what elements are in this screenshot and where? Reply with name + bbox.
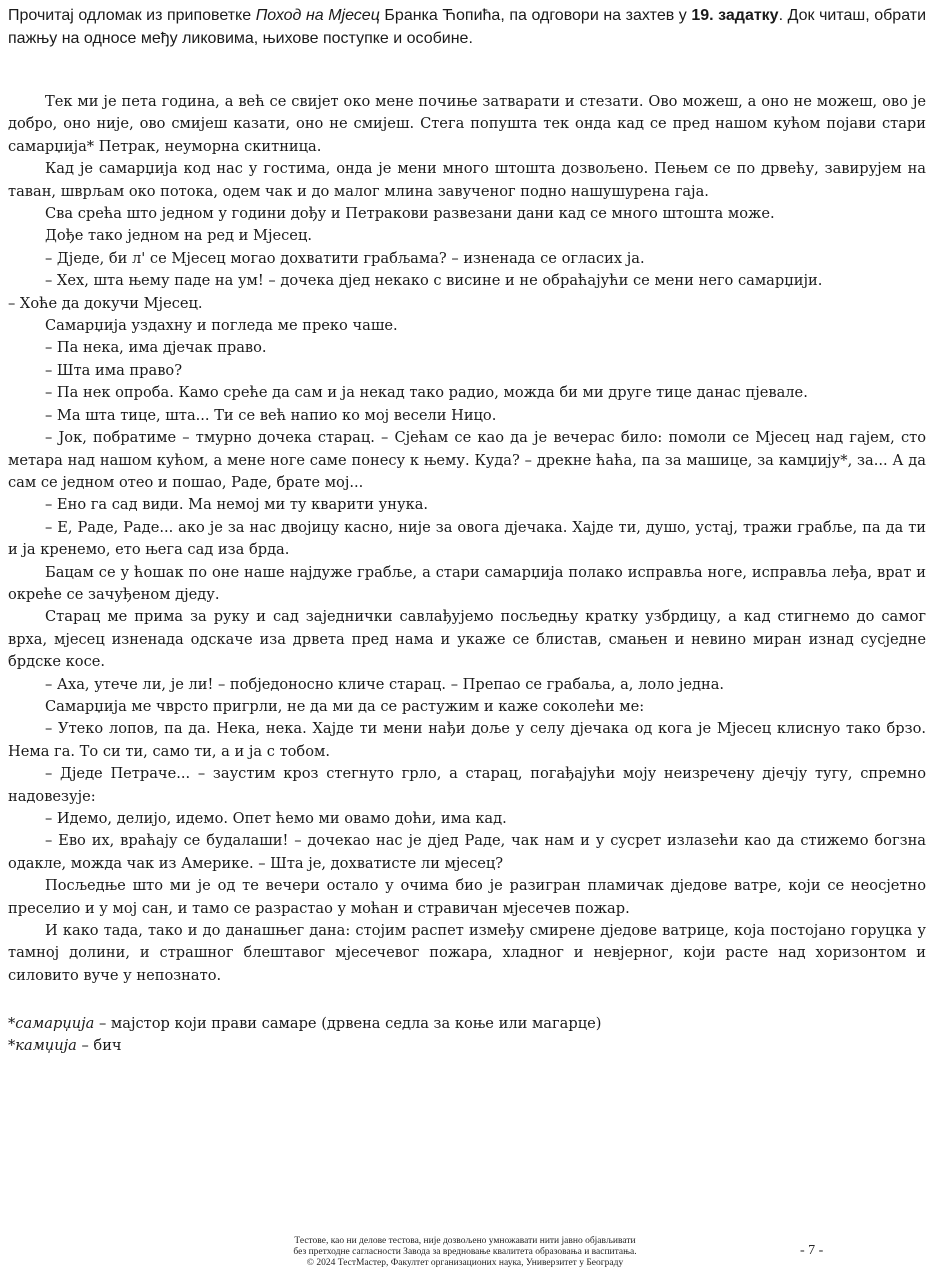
paragraph: Сва срећа што једном у години дођу и Петракови развезани дани кад се много штошта може. <box>45 205 775 223</box>
paragraph: Посљедње што ми је од те вечери остало у очима био је разигран пламичак дједове ватре, који се неосјетно преселио и у мој сан, и тамо се разрастао у моћан и стравичан мјесечев пожар. <box>8 877 926 917</box>
paragraph: – Идемо, делијо, идемо. Опет ћемо ми овамо доћи, има кад. <box>45 810 507 827</box>
footer-line: без претходне сагласности Завода за вредновање квалитета образовања и васпитања. <box>293 1247 637 1257</box>
paragraph: – Утеко лопов, па да. Нека, нека. Хајде ти мени нађи доље у селу дјечака од кога је Мјесец клиснуо тако брзо. Нема га. То си ти, само ти, а и ја с тобом. <box>8 720 926 760</box>
footnote-definition: – мајстор који прави самаре (дрвена седла за коње или магарце) <box>94 1015 602 1032</box>
instructions <box>8 4 926 50</box>
footnote-term: камџија <box>15 1037 77 1055</box>
paragraph: – Е, Раде, Раде... ако је за нас двојицу касно, није за овога дјечака. Хајде ти, душо, устај, тражи грабље, па да ти и ја кренемо, ето њега сад иза брда. <box>8 518 926 559</box>
paragraph: Самарџија уздахну и погледа ме преко чаше. <box>45 317 398 335</box>
paragraph: Бацам се у ћошак по оне наше најдуже грабље, а стари самарџија полако исправља ноге, исправља леђа, врат и окреће се зачуђеном дједу. <box>8 563 926 603</box>
paragraph: – Ено га сад види. Ма немој ми ту кварити унука. <box>45 496 429 514</box>
copyright-footer <box>200 1236 730 1269</box>
paragraph: – Ево их, враћају се будалаши! – дочекао нас је дјед Раде, чак нам и у сусрет излазећи као да стижемо богзна одакле, можда чак из Америке. – Шта је, дохватисте ли мјесец? <box>8 832 926 872</box>
footnote-term: самарџија <box>15 1015 95 1032</box>
paragraph: – Шта има право? <box>45 361 183 379</box>
paragraph: – Па нек опроба. Камо среће да сам и ја некад тако радио, можда би ми друге тице данас пјевале. <box>45 384 808 402</box>
paragraph: – Аха, утече ли, је ли! – побједоносно кличе старац. – Препао се грабаља, а, лоло једна. <box>45 675 725 693</box>
footer-line: Тестове, као ни делове тестова, није дозвољено умножавати нити јавно објављивати <box>294 1236 636 1246</box>
paragraph: – Дједе Петраче... – заустим кроз стегнуто грло, а старац, погађајући моју неизречену дјечју тугу, спремно надовезује: <box>8 765 926 805</box>
paragraph: Самарџија ме чврсто пригрли, не да ми да се растужим и каже соколећи ме: <box>45 697 645 715</box>
paragraph: Тек ми је пета година, а већ се свијет око мене почиње затварати и стезати. Ово можеш, а оно не можеш, ово је добро, оно није, ово смијеш казати, оно не смијеш. Стега попушта тек онда кад се пред нашом кућом појави стари самарџија* Петрак, неуморна скитница. <box>8 93 926 155</box>
paragraph: Кад је самарџија код нас у гостима, онда је мени много штошта дозвољено. Пењем се по дрвећу, завирујем на таван, шврљам око потока, одем чак и до малог млина завученог подно нашушурена гаја. <box>8 160 926 200</box>
story-title: Поход на Мјесец <box>255 7 380 24</box>
paragraph: – Хоће да докучи Мјесец. <box>8 294 203 312</box>
story-excerpt <box>8 91 926 987</box>
paragraph: Старац ме прима за руку и сад заједнички савлађујемо посљедњу кратку узбрдицу, а кад стигнемо до самог врха, мјесец изненада одскаче иза дрвета пред нама и укаже се блистав, смањен и невино миран изнад сусједне брдске косе. <box>8 608 926 671</box>
paragraph: Дође тако једном на ред и Мјесец. <box>45 227 312 245</box>
paragraph: – Хех, шта њему паде на ум! – дочека дјед некако с висине и не обраћајући се мени него самарџији. <box>45 272 823 290</box>
paragraph: И како тада, тако и до данашњег дана: стојим распет између смирене дједове ватрице, која постојано горуцка у тамној долини, и страшног блештавог мјесечевог пожара, хладног и невјерног, који расте над хоризонтом и силовито вуче у непознато. <box>8 922 926 984</box>
footnote-definition: – бич <box>76 1037 122 1055</box>
page-number: - 7 - <box>800 1243 824 1258</box>
intro-text: . Док читаш, обрати пажњу на односе међу ликовима, њихове поступке и особине. <box>8 7 927 47</box>
paragraph: – Дједе, би л' се Мјесец могао дохватити грабљама? – изненада се огласих ја. <box>45 249 645 267</box>
footnote-mark: * <box>8 1015 16 1032</box>
paragraph: – Јок, побратиме – тмурно дочека старац. – Сјећам се као да је вечерас било: помоли се Мјесец над гајем, сто метара над нашом кућом, а мене ноге саме понесу к њему. Куда? – дрекне ћаћа, па за машице, за камџију*, за... А да сам се једном отео и пошао, Раде, брате мој... <box>8 429 926 491</box>
footnote <box>8 1035 926 1057</box>
intro-text: Прочитај одломак из приповетке <box>8 7 256 24</box>
footnotes <box>8 1013 926 1058</box>
intro-text: Бранка Ћопића, па одговори на захтев у <box>379 7 692 24</box>
task-reference: 19. задатку <box>691 7 779 24</box>
paragraph: – Па нека, има дјечак право. <box>45 339 267 357</box>
footnote <box>8 1013 926 1035</box>
footnote-mark: * <box>8 1037 16 1055</box>
paragraph: – Ма шта тице, шта... Ти се већ напио ко мој весели Ницо. <box>45 406 497 424</box>
footer-line: © 2024 ТестМастер, Факултет организационих наука, Универзитет у Београду <box>306 1258 624 1268</box>
